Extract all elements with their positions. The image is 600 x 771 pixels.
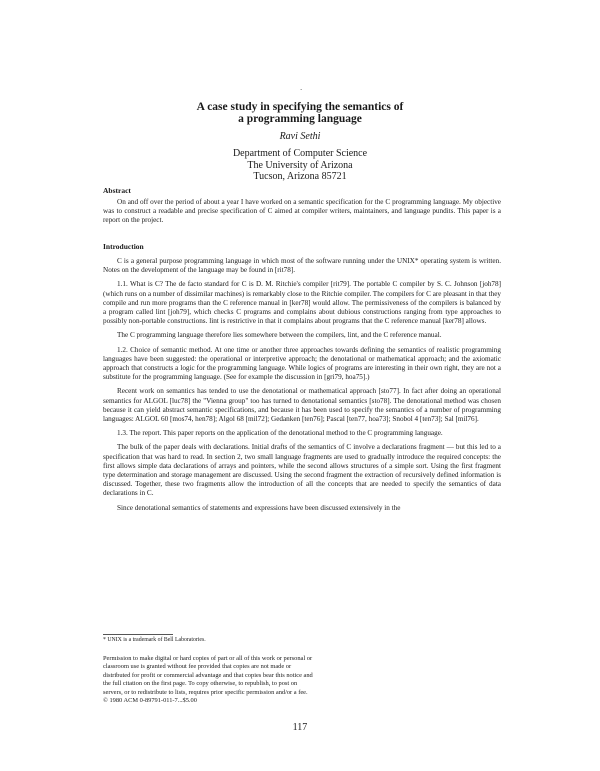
paragraph-what-is-c: 1.1. What is C? The de facto standard for C is D. M. Ritchie's compiler [rit79]. The portable C compiler by S. C. Johnson [joh78] (which runs on a number of dissimilar machines) is remarkably close to the Ritchie compiler. The compilers for C are pleasant in that they compile and run more programs than the C reference manual in [ker78] would allow. The permissiveness of the compilers is balanced by a program called lint [joh79], which checks C programs and complains about dubious constructions ranging from type approaches to possibly non-portable constructions. lint is restrictive in that it complains about programs that the C reference manual [ker78] allows. — [103, 280, 501, 326]
paragraph-c-lies-between: The C programming language therefore lies somewhere between the compilers, lint, and the C reference manual. — [117, 331, 442, 340]
introduction-heading: Introduction — [103, 242, 144, 251]
affiliation-line-3: Tucson, Arizona 85721 — [253, 171, 347, 182]
page-number: 117 — [292, 722, 308, 733]
abstract-heading: Abstract — [103, 186, 131, 195]
paragraph-intro: C is a general purpose programming language in which most of the software running under the UNIX* operating system is written. Notes on the development of the language may be found in [rit78]. — [103, 257, 501, 275]
paragraph-semantic-method: 1.2. Choice of semantic method. At one time or another three approaches towards defining the semantics of realistic programming languages have been suggested: the operational or interpretive approach; the denotational or mathematical approach; and the axiomatic approach that constructs a logic for the programming language. While logics of programs are interesting in their own right, they are not a substitute for the programming language. (See for example the discussion in [gri79, hoa75].) — [103, 345, 501, 382]
copyright-line: © 1980 ACM 0-89791-011-7...$5.00 — [103, 697, 197, 705]
paragraph-the-report: 1.3. The report. This paper reports on the application of the denotational method to the C programming language. — [117, 429, 443, 438]
affiliation — [0, 148, 600, 183]
paragraph-denotational: Since denotational semantics of statements and expressions have been discussed extensively in the — [117, 503, 401, 512]
permission-notice — [103, 655, 318, 705]
affiliation-line-1: Department of Computer Science — [232, 148, 368, 159]
stray-mark: ` — [300, 88, 303, 96]
footnote: * UNIX is a trademark of Bell Laboratories. — [103, 637, 206, 643]
abstract-section — [103, 186, 501, 226]
abstract-text: On and off over the period of about a year I have worked on a semantic specification for the C programming language. My objective was to construct a readable and precise specification of C aimed at compiler writers, maintainers, and language pundits. This paper is a report on the project. — [103, 198, 501, 225]
footnote-rule — [103, 634, 173, 635]
paragraph-recent-work: Recent work on semantics has tended to use the denotational or mathematical approach [sto77]. In fact after doing an operational semantics for ALGOL [luc78] the "Vienna group" too has turned to denotational semantics [sto78]. The denotational method was chosen because it can yield abstract semantic specifications, and because it has been used to specify the semantics of a number of programming languages: ALGOL 60 [mos74, hen78]; Algol 68 [mil72]; Gedanken [ten76]; Pascal [ten77, hoa73]; Snobol 4 [ten73]; Sal [mil76]. — [103, 387, 501, 424]
title-line-2: a programming language — [238, 113, 362, 125]
permission-text: Permission to make digital or hard copies of part or all of this work or personal or classroom use is granted without fee provided that copies are not made or distributed for profit or commercial advantage and that copies bear this notice and the full citation on the first page. To copy otherwise, to republish, to post on servers, or to redistribute to lists, requires prior specific permission and/or a fee. — [103, 655, 313, 696]
paper-title — [0, 101, 600, 125]
paragraph-declarations: The bulk of the paper deals with declarations. Initial drafts of the semantics of C involve a declarations fragment — but this led to a specification that was hard to read. In section 2, two small language fragments are used to gradually introduce the required concepts: the first allows simple data declarations of arrays and pointers, while the second allows structures of a simple sort. Using the first fragment type determination and storage management are discussed. Using the second fragment the extraction of recursively defined information is discussed. Together, these two fragments allow the introduction of all the concepts that are needed to specify the semantics of data declarations in C. — [103, 443, 501, 498]
affiliation-line-2: The University of Arizona — [247, 159, 353, 171]
author-name: Ravi Sethi — [279, 131, 321, 142]
title-line-1: A case study in specifying the semantics of — [196, 101, 404, 113]
introduction-section — [103, 242, 501, 513]
